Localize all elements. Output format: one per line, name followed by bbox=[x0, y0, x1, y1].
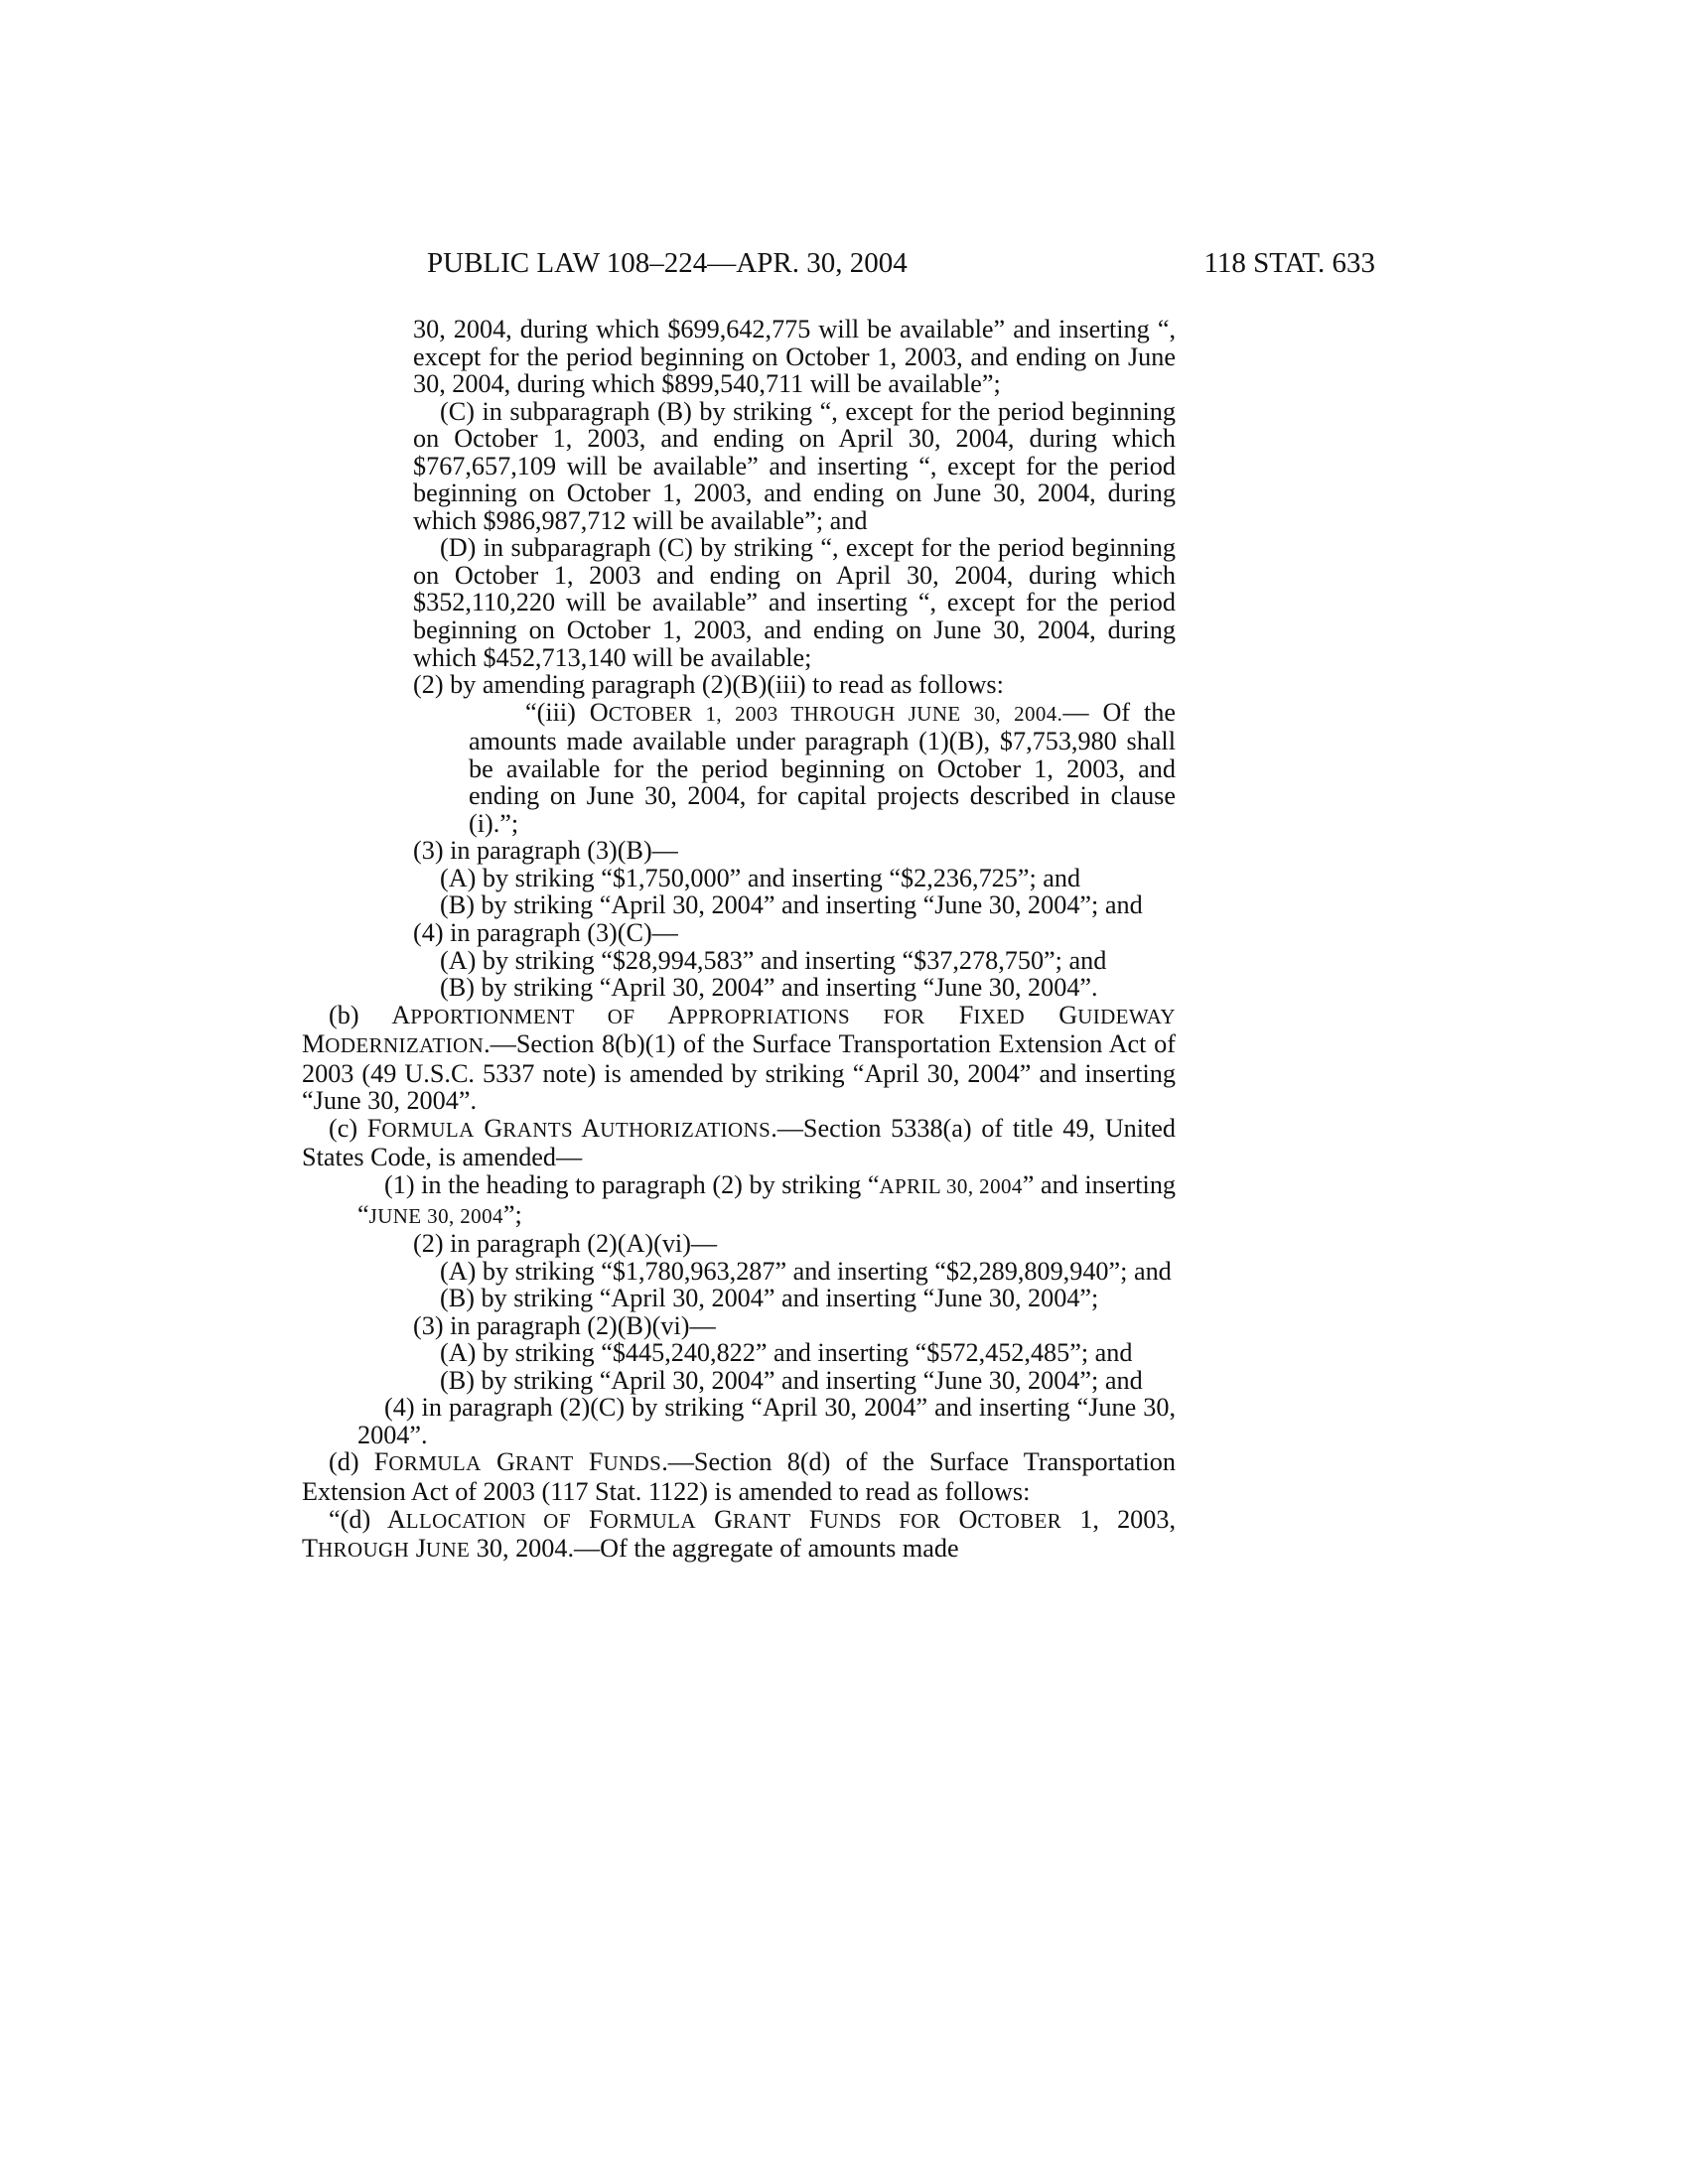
sc-text: ORMULA bbox=[381, 1117, 475, 1142]
text: ”; bbox=[502, 1199, 522, 1229]
text: A bbox=[634, 1000, 687, 1029]
page-header bbox=[427, 245, 1375, 281]
text: 30, 2004.—Of the aggregate of amounts made bbox=[470, 1534, 959, 1564]
paragraph-3: (3) in paragraph (3)(B)— bbox=[413, 836, 678, 866]
document-body bbox=[302, 316, 1176, 1565]
sc-text: HROUGH bbox=[318, 1538, 410, 1563]
paragraph-4-a: (A) by striking “$28,994,583” and inserting “$37,278,750”; and bbox=[440, 945, 1107, 975]
clause-iii-quoted bbox=[302, 699, 1176, 838]
sc-text: LLOCATION OF bbox=[405, 1508, 571, 1533]
sc-text: JUNE 30, 2004 bbox=[368, 1203, 503, 1228]
header-title: PUBLIC LAW 108–224—APR. 30, 2004 bbox=[427, 247, 908, 279]
subsection-c-paragraph-2-a: (A) by striking “$1,780,963,287” and inserting “$2,289,809,940”; and bbox=[440, 1256, 1172, 1286]
text: ” and inserting “ bbox=[357, 1169, 1177, 1229]
sc-text: ORMULA bbox=[388, 1451, 482, 1476]
paragraph-2: (2) by amending paragraph (2)(B)(iii) to read as follows: bbox=[413, 670, 1004, 700]
text: A bbox=[573, 1113, 601, 1143]
sc-text: ODERNIZATION bbox=[325, 1033, 485, 1058]
text: F bbox=[924, 1000, 974, 1029]
text: M bbox=[302, 1029, 326, 1059]
subsection-c-paragraph-2-b: (B) by striking “April 30, 2004” and inserting “June 30, 2004”; bbox=[440, 1284, 1099, 1313]
subparagraph-d: (D) in subparagraph (C) by striking “, except for the period beginning on October 1, 2003 and ending on April 30, 2004, during which $352,110,220 will be available” and inserting “, except for the period beginning on October 1, 2003, and ending on June 30, 2004, during which $452,713,140 will be available; bbox=[413, 533, 1176, 672]
sc-text: UNDS FOR bbox=[823, 1508, 941, 1533]
subsection-d-label: (d) F bbox=[329, 1447, 389, 1477]
clause-iii-prefix: “(iii) O bbox=[525, 697, 609, 727]
subsection-c-paragraph-3-a: (A) by striking “$445,240,822” and inserting “$572,452,485”; and bbox=[440, 1338, 1133, 1368]
sc-text: UNE bbox=[425, 1538, 471, 1563]
subsection-c-paragraph-1 bbox=[302, 1171, 1176, 1230]
text: G bbox=[481, 1447, 515, 1477]
clause-iii-heading: CTOBER 1, 2003 THROUGH JUNE 30, 2004. bbox=[608, 701, 1063, 726]
sc-text: PPROPRIATIONS FOR bbox=[686, 1004, 925, 1028]
subsection-c bbox=[302, 1115, 1176, 1171]
paragraph-4-b: (B) by striking “April 30, 2004” and inserting “June 30, 2004”. bbox=[440, 973, 1098, 1003]
text: F bbox=[570, 1504, 604, 1534]
text: O bbox=[940, 1504, 978, 1534]
sc-text: ORMULA bbox=[603, 1508, 696, 1533]
subsection-c-paragraph-4: (4) in paragraph (2)(C) by striking “April 30, 2004” and inserting “June 30, 2004”. bbox=[357, 1393, 1176, 1449]
sc-text: RANT bbox=[732, 1508, 791, 1533]
sc-text: UNDS bbox=[603, 1451, 662, 1476]
subsection-c-paragraph-2: (2) in paragraph (2)(A)(vi)— bbox=[413, 1229, 718, 1259]
subsection-d-text: .—Section 8(d) of the Surface Transportation Extension Act of 2003 (117 Stat. 1122) is amended to read as follows: bbox=[302, 1447, 1176, 1506]
sc-text: UTHORIZATIONS bbox=[600, 1117, 772, 1142]
subsection-b-label: (b) A bbox=[329, 1000, 411, 1029]
sc-text: IXED bbox=[973, 1004, 1026, 1028]
paragraph-4: (4) in paragraph (3)(C)— bbox=[413, 918, 678, 948]
subsection-b bbox=[302, 1002, 1176, 1115]
text: G bbox=[1025, 1000, 1078, 1029]
text: F bbox=[790, 1504, 824, 1534]
text: “(d) A bbox=[329, 1504, 406, 1534]
text: F bbox=[573, 1447, 604, 1477]
subsection-c-paragraph-3-b: (B) by striking “April 30, 2004” and inserting “June 30, 2004”; and bbox=[440, 1365, 1143, 1395]
sc-text: RANTS bbox=[502, 1117, 574, 1142]
subsection-b-text: .—Section 8(b)(1) of the Surface Transportation Extension Act of 2003 (49 U.S.C. 5337 note) is amended by striking “April 30, 2004” and inserting “June 30, 2004”. bbox=[302, 1029, 1176, 1116]
paragraph-1b-continued: 30, 2004, during which $699,642,775 will be available” and inserting “, except for the period beginning on October 1, 2003, and ending on June 30, 2004, during which $899,540,711 will be available”; bbox=[413, 315, 1176, 399]
paragraph-3-b: (B) by striking “April 30, 2004” and inserting “June 30, 2004”; and bbox=[440, 890, 1143, 920]
sc-text: CTOBER bbox=[977, 1508, 1062, 1533]
sc-text: UIDEWAY bbox=[1077, 1004, 1176, 1028]
text: (1) in the heading to paragraph (2) by striking “ bbox=[384, 1169, 880, 1199]
subsection-c-label: (c) F bbox=[329, 1113, 382, 1143]
text: J bbox=[409, 1534, 426, 1564]
subsection-d bbox=[302, 1448, 1176, 1505]
sc-text: APRIL 30, 2004 bbox=[879, 1173, 1023, 1198]
text: G bbox=[695, 1504, 733, 1534]
statute-page-number: 118 STAT. 633 bbox=[1203, 247, 1375, 279]
text: 1, 2003, T bbox=[302, 1504, 1176, 1564]
sc-text: RANT bbox=[514, 1451, 574, 1476]
sc-text: PPORTIONMENT OF bbox=[410, 1004, 635, 1028]
subparagraph-c: (C) in subparagraph (B) by striking “, except for the period beginning on October 1, 2003, and ending on April 30, 2004, during which $767,657,109 will be available” and inserting “, except for the period beginning on October 1, 2003, and ending on June 30, 2004, during which $986,987,712 will be available”; and bbox=[413, 396, 1176, 535]
quoted-subsection-d bbox=[302, 1506, 1176, 1565]
subsection-c-text: .—Section 5338(a) of title 49, United States Code, is amended— bbox=[302, 1113, 1176, 1172]
paragraph-3-a: (A) by striking “$1,750,000” and inserting “$2,236,725”; and bbox=[440, 863, 1081, 892]
subsection-c-paragraph-3: (3) in paragraph (2)(B)(vi)— bbox=[413, 1310, 716, 1340]
clause-iii-text: — Of the amounts made available under paragraph (1)(B), $7,753,980 shall be available for the period beginning on October 1, 2003, and ending on June 30, 2004, for capital projects described in clause (i).”; bbox=[469, 697, 1176, 838]
text: G bbox=[474, 1113, 503, 1143]
